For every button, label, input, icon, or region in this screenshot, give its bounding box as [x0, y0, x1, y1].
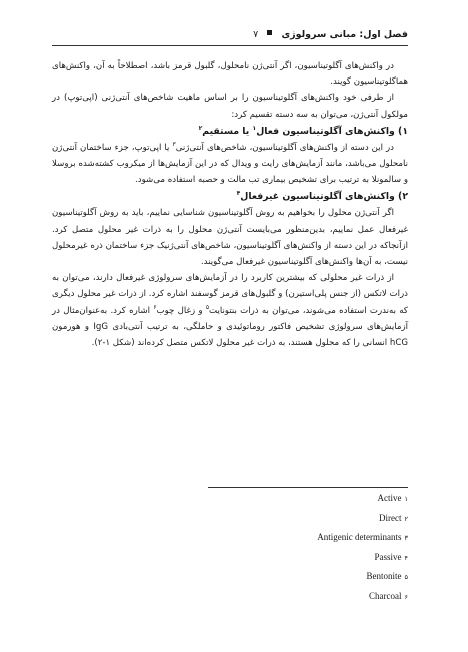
page-header: [52, 20, 408, 42]
footnote-mark: ۵: [205, 303, 210, 311]
footnote-mark: ۱: [252, 124, 257, 132]
footnote-item: ۵ Bentonite: [366, 571, 408, 581]
footnote-mark: ۳: [172, 140, 176, 148]
paragraph-classification: از طرفی خود واکنش‌های آگلوتیناسیون را بر اساس ماهیت شاخص‌های آنتی‌ژنی (اپی‌توپ) در مولکول آنتی‌ژن، می‌توان به سه دسته تقسیم کرد:: [52, 93, 408, 120]
page-number: ۷: [253, 28, 259, 40]
chapter-title: فصل اول: مبانی سرولوژی: [281, 28, 408, 40]
footnote-item: ۳ Antigenic determinants: [317, 532, 408, 542]
heading-active-agglutination: ۱) واکنش‌های آگلوتیناسیون فعال$^۱$ یا مستقیم$^۲$: [198, 124, 408, 137]
footnote-item: ۴ Passive: [374, 551, 408, 562]
chapter-heading: [253, 22, 408, 41]
footnote-mark: ۲: [198, 124, 203, 132]
paragraph-active: در این دسته از واکنش‌های آگلوتیناسیون، شاخص‌های آنتی‌ژنی$^۳$ یا اپی‌توپ، جزء ساختمان آنتی‌ژن نامحلول می‌باشد، مانند آزمایش‌های رایت و ویدال که در این آزمایش‌ها از میکروب کشته‌شده بروسلا و سالمونلا به ترتیب برای تشخیص بیماری تب مالت و حصبه استفاده می‌شود.: [52, 140, 408, 186]
header-divider: [52, 45, 408, 46]
paragraph-particles: از ذرات غیر محلولی که بیشترین کاربرد را در آزمایش‌های سرولوژی غیرفعال دارند، می‌توان به ذرات لاتکس (از جنس پلی‌استیرن) و گلبول‌های قرمز گوسفند اشاره کرد. از ذرات غیر محلول دیگری که به‌ندرت استفاده می‌شوند، می‌توان به ذرات بنتونایت$^۵$ و زغال چوب$^۶$ اشاره کرد. به‌عنوان‌مثال در آزمایش‌های سرولوژی تشخیص فاکتور روماتوئیدی و حاملگی، به ترتیب آنتی‌بادی IgG و هورمون hCG انسانی را که محلول هستند، به ذرات غیر محلول لاتکس متصل کرده‌اند (شکل ۱-۲).: [52, 273, 409, 349]
footnote-mark: ۴: [236, 190, 241, 198]
footnotes: [52, 493, 408, 610]
paragraph-passive: اگر آنتی‌ژن محلول را بخواهیم به روش آگلوتیناسیون شناسایی نماییم، باید به روش آگلوتیناسیون غیرفعال عمل نماییم، بدین‌منظور می‌بایست آنتی‌ژن محلول را به ذرات غیر محلول متصل کرد. ازآنجاکه در این دسته از واکنش‌های آگلوتیناسیون، شاخص‌های آنتی‌ژنیک جزء ساختمان ذره غیرمحلول نیست، به آن‌ها واکنش‌های آگلوتیناسیون غیرفعال می‌گویند.: [52, 208, 408, 268]
body-text: [52, 58, 408, 351]
footnote-item: ۱ Active: [377, 493, 408, 503]
heading-passive-agglutination: ۲) واکنش‌های آگلوتیناسیون غیرفعال$^۴$: [236, 190, 408, 203]
footnote-divider: [208, 487, 408, 488]
bullet-square-icon: [267, 30, 272, 35]
footnote-mark: ۶: [153, 303, 157, 311]
paragraph-hemagglutination: در واکنش‌های آگلوتیناسیون، اگر آنتی‌ژن نامحلول، گلبول قرمز باشد، اصطلاحاً به آن، واکنش‌های هماگلوتیناسیون گویند.: [52, 61, 408, 88]
footnote-item: ۶ Charcoal: [369, 590, 408, 601]
footnote-item: ۲ Direct: [379, 512, 408, 523]
